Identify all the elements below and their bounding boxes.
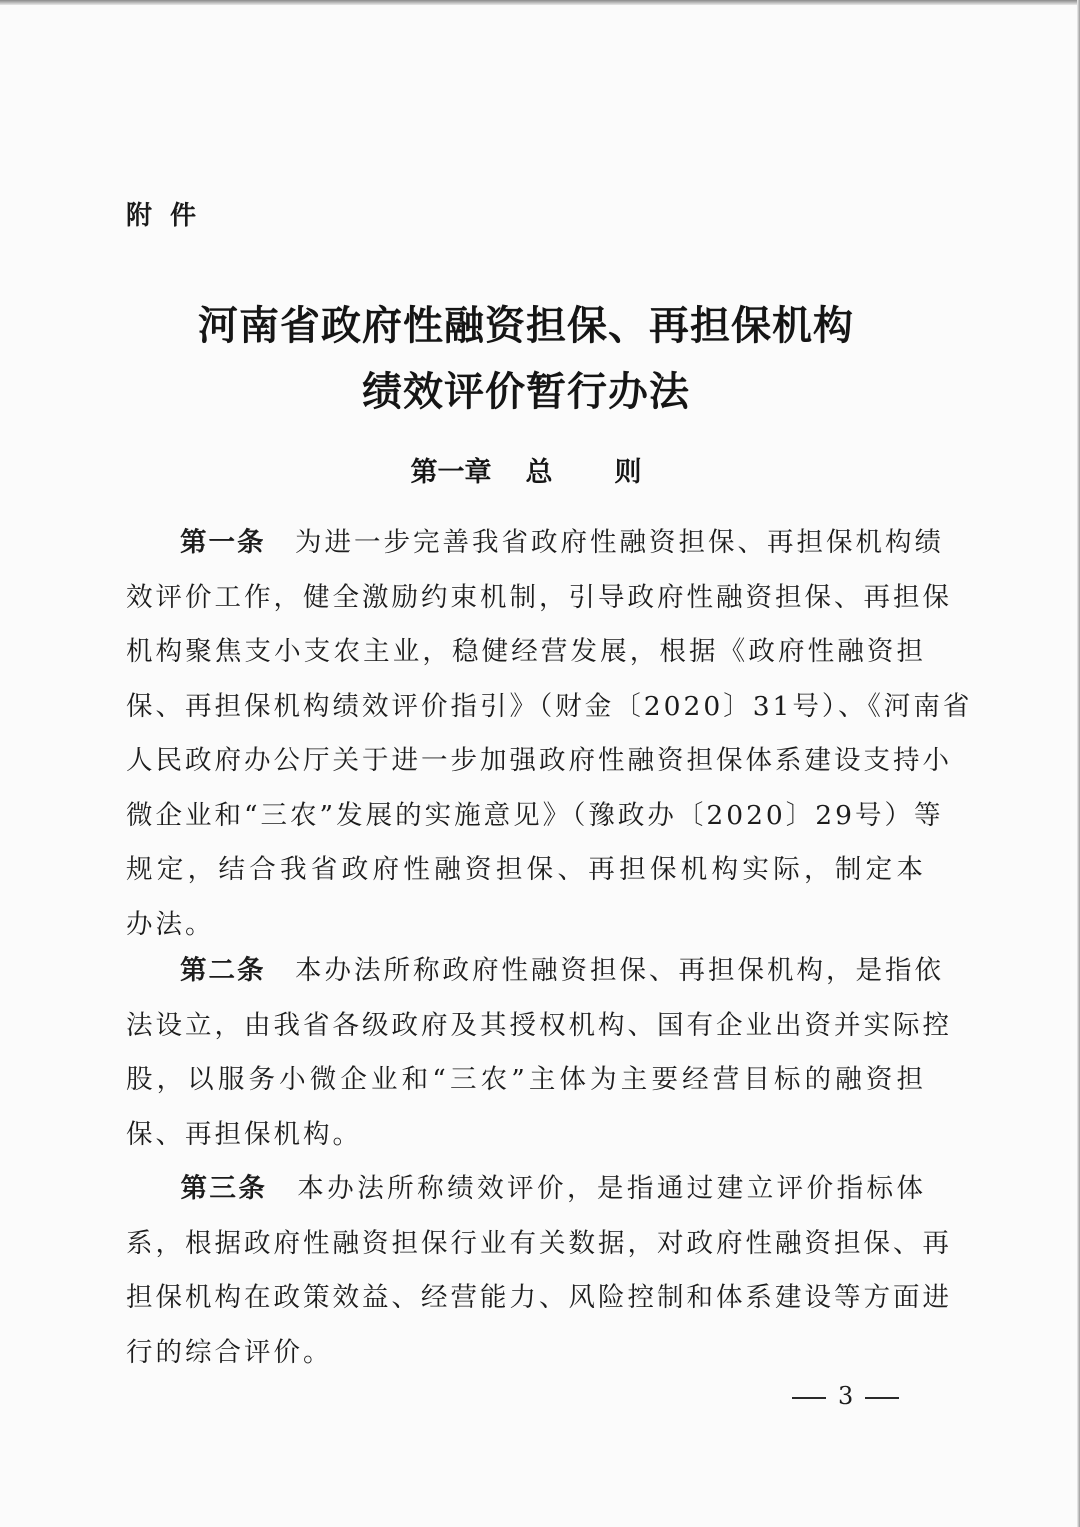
- article-3-line-2: 系，根据政府性融资担保行业有关数据，对政府性融资担保、再: [126, 1227, 952, 1259]
- article-3-line-4: 行的综合评价。: [126, 1336, 333, 1368]
- article-2-line-2: 法设立，由我省各级政府及其授权机构、国有企业出资并实际控: [126, 1009, 952, 1041]
- article-1-line-5: 人民政府办公厅关于进一步加强政府性融资担保体系建设支持小: [126, 745, 952, 776]
- chapter-number: 第一章: [410, 457, 492, 488]
- article-1: [126, 516, 973, 952]
- page-number-value: 3: [838, 1382, 854, 1410]
- attachment-label: 附件: [126, 201, 215, 231]
- document-title-line-1: 河南省政府性融资担保、再担保机构: [198, 303, 854, 349]
- article-2-text-1: 本办法所称政府性融资担保、再担保机构，是指依: [295, 955, 944, 986]
- article-1-line-3: 机构聚焦支小支农主业，稳健经营发展，根据《政府性融资担: [126, 636, 926, 667]
- article-3-line-1: [126, 1162, 926, 1217]
- chapter-name-first-char: 总: [525, 457, 553, 488]
- article-1-line-4: 保、再担保机构绩效评价指引》（财金〔2020〕31号）、《河南省: [126, 690, 973, 722]
- article-2-line-4: 保、再担保机构。: [126, 1118, 362, 1150]
- page-number: [792, 1378, 899, 1414]
- article-2-label: 第二条: [180, 955, 266, 986]
- article-2-line-3: 股，以服务小微企业和“三农”主体为主要经营目标的融资担: [126, 1064, 926, 1095]
- article-2: [126, 944, 952, 1162]
- page-number-left-dash: [792, 1397, 826, 1399]
- article-1-line-7: 规定，结合我省政府性融资担保、再担保机构实际，制定本: [126, 854, 926, 885]
- page-number-right-dash: [865, 1397, 899, 1399]
- chapter-heading: [126, 448, 926, 498]
- article-1-line-1: [126, 516, 944, 571]
- article-1-line-2: 效评价工作，健全激励约束机制，引导政府性融资担保、再担保: [126, 581, 952, 613]
- article-1-text-1: 为进一步完善我省政府性融资担保、再担保机构绩: [295, 527, 944, 558]
- scan-top-edge: [0, 0, 1080, 5]
- article-1-label: 第一条: [180, 527, 266, 558]
- article-3-line-3: 担保机构在政策效益、经营能力、风险控制和体系建设等方面进: [126, 1282, 952, 1313]
- article-3-text-1: 本办法所称绩效评价，是指通过建立评价指标体: [296, 1173, 927, 1204]
- document-title-line-2: 绩效评价暂行办法: [362, 369, 690, 415]
- article-1-line-8: 办法。: [126, 908, 215, 940]
- article-3-label: 第三条: [180, 1173, 268, 1204]
- article-3: [126, 1162, 952, 1380]
- chapter-name-second-char: 则: [614, 457, 642, 488]
- article-1-line-6: 微企业和“三农”发展的实施意见》（豫政办〔2020〕29号）等: [126, 799, 944, 831]
- article-2-line-1: [126, 944, 944, 999]
